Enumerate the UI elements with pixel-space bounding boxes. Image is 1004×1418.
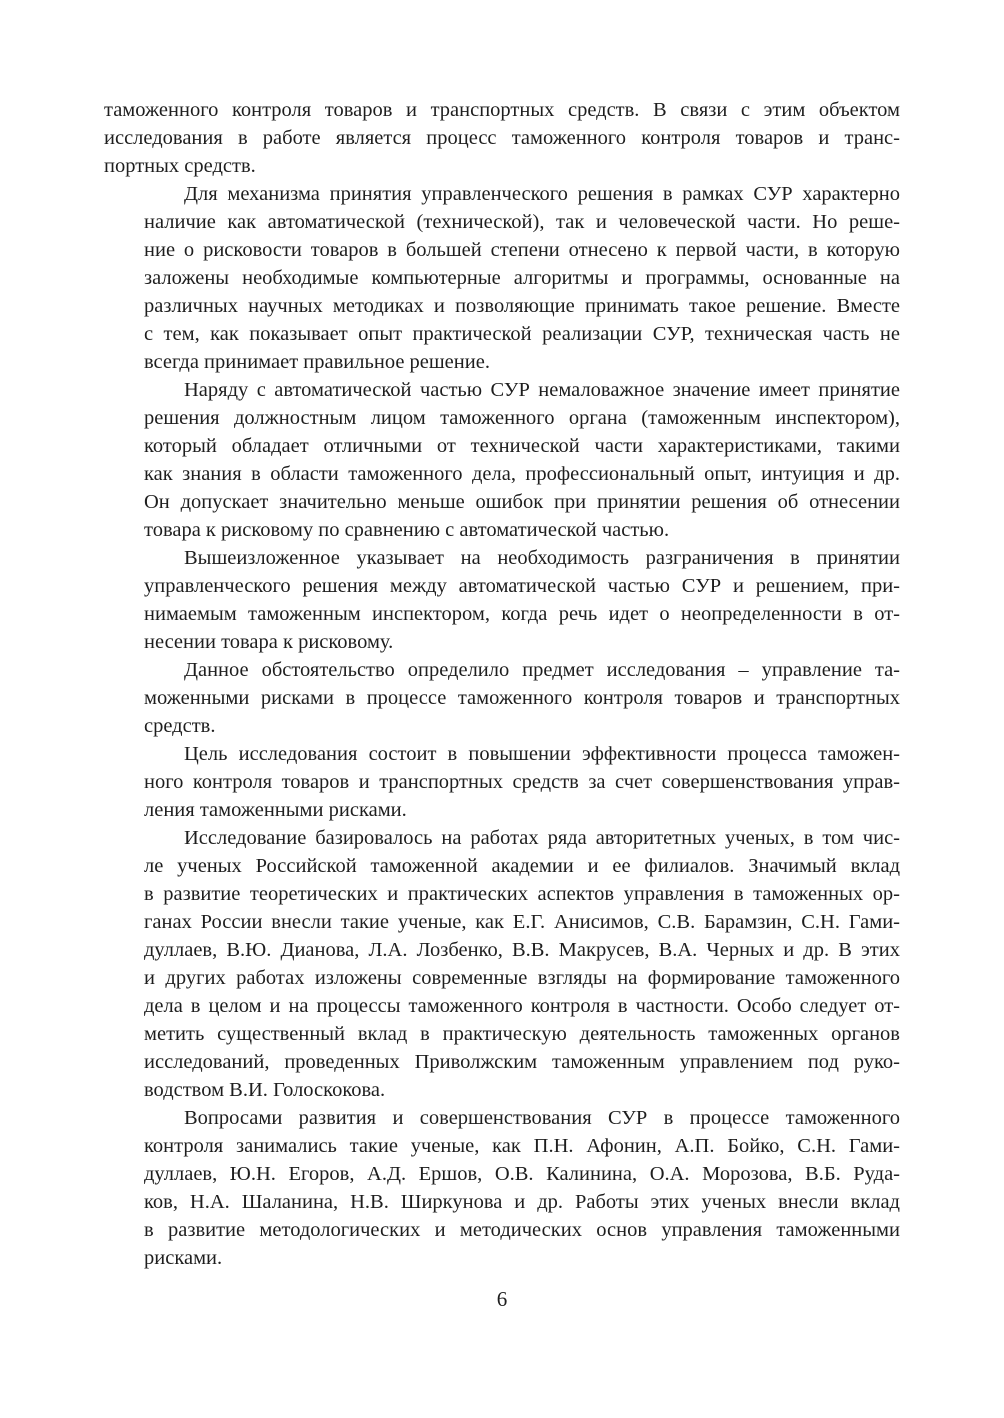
text-line: в развитие теоретических и практических аспектов управления в таможенных ор-: [144, 883, 900, 905]
text-line: всегда принимает правильное решение.: [144, 351, 490, 373]
paragraph-7: [104, 824, 900, 1104]
text-line: несении товара к рисковому.: [144, 631, 394, 653]
text-line: различных научных методиках и позволяющие принимать такое решение. Вместе: [144, 295, 900, 317]
text-line: и других работах изложены современные взгляды на формирование таможенного: [144, 967, 900, 989]
paragraph-3: [104, 376, 900, 544]
text-line: решения должностным лицом таможенного органа (таможенным инспектором),: [144, 407, 900, 429]
text-line: таможенного контроля товаров и транспортных средств. В связи с этим объектом: [104, 99, 900, 121]
text-line: ного контроля товаров и транспортных средств за счет совершенствования управ-: [144, 771, 900, 793]
text-line: контроля занимались такие ученые, как П.Н. Афонин, А.П. Бойко, С.Н. Гами-: [144, 1135, 900, 1157]
text-line: ле ученых Российской таможенной академии и ее филиалов. Значимый вклад: [144, 855, 900, 877]
text-line: рисками.: [144, 1247, 223, 1269]
paragraph-5: [104, 656, 900, 740]
text-line: который обладает отличными от технической части характеристиками, такими: [144, 435, 900, 457]
text-line: нимаемым таможенным инспектором, когда речь идет о неопределенности в от-: [144, 603, 900, 625]
text-line: ков, Н.А. Шаланина, Н.В. Ширкунова и др. Работы этих ученых внесли вклад: [144, 1191, 900, 1213]
text-line: Для механизма принятия управленческого решения в рамках СУР характерно: [184, 183, 900, 205]
text-line: Исследование базировалось на работах ряда авторитетных ученых, в том чис-: [184, 827, 900, 849]
text-line: портных средств.: [104, 155, 256, 177]
text-line: моженными рисками в процессе таможенного контроля товаров и транспортных: [144, 687, 900, 709]
text-line: управленческого решения между автоматической частью СУР и решением, при-: [144, 575, 900, 597]
text-line: ганах России внесли такие ученые, как Е.Г. Анисимов, С.В. Барамзин, С.Н. Гами-: [144, 911, 900, 933]
text-line: Он допускает значительно меньше ошибок при принятии решения об отнесении: [144, 491, 900, 513]
text-line: дуллаев, Ю.Н. Егоров, А.Д. Ершов, О.В. Калинина, О.А. Морозова, В.Б. Руда-: [144, 1163, 900, 1185]
text-line: с тем, как показывает опыт практической реализации СУР, техническая часть не: [144, 323, 900, 345]
text-line: метить существенный вклад в практическую деятельность таможенных органов: [144, 1023, 900, 1045]
text-line: в развитие методологических и методических основ управления таможенными: [144, 1219, 900, 1241]
paragraph-4: [104, 544, 900, 656]
text-line: средств.: [144, 715, 216, 737]
text-line: товара к рисковому по сравнению с автоматической частью.: [144, 519, 670, 541]
text-line: водством В.И. Голоскокова.: [144, 1079, 386, 1101]
paragraph-2: [104, 180, 900, 376]
paragraph-8: [104, 1104, 900, 1272]
text-line: дела в целом и на процессы таможенного контроля в частности. Особо следует от-: [144, 995, 900, 1017]
text-line: ления таможенными рисками.: [144, 799, 407, 821]
text-line: Данное обстоятельство определило предмет исследования – управление та-: [184, 659, 900, 681]
text-line: Цель исследования состоит в повышении эффективности процесса таможен-: [184, 743, 900, 765]
text-line: дуллаев, В.Ю. Дианова, Л.А. Лозбенко, В.В. Макрусев, В.А. Черных и др. В этих: [144, 939, 900, 961]
text-line: ние о рисковости товаров в большей степени отнесено к первой части, в которую: [144, 239, 900, 261]
page-body: [104, 96, 900, 1272]
text-line: наличие как автоматической (технической), так и человеческой части. Но реше-: [144, 211, 900, 233]
text-line: как знания в области таможенного дела, профессиональный опыт, интуиция и др.: [144, 463, 900, 485]
paragraph-1: [104, 96, 900, 180]
paragraph-6: [104, 740, 900, 824]
text-line: заложены необходимые компьютерные алгоритмы и программы, основанные на: [144, 267, 900, 289]
page-number: 6: [496, 1287, 508, 1311]
text-line: Вопросами развития и совершенствования СУР в процессе таможенного: [184, 1107, 900, 1129]
text-line: исследования в работе является процесс таможенного контроля товаров и транс-: [104, 127, 900, 149]
text-line: Наряду с автоматической частью СУР немаловажное значение имеет принятие: [184, 379, 900, 401]
text-line: исследований, проведенных Приволжским таможенным управлением под руко-: [144, 1051, 900, 1073]
text-line: Вышеизложенное указывает на необходимость разграничения в принятии: [184, 547, 900, 569]
